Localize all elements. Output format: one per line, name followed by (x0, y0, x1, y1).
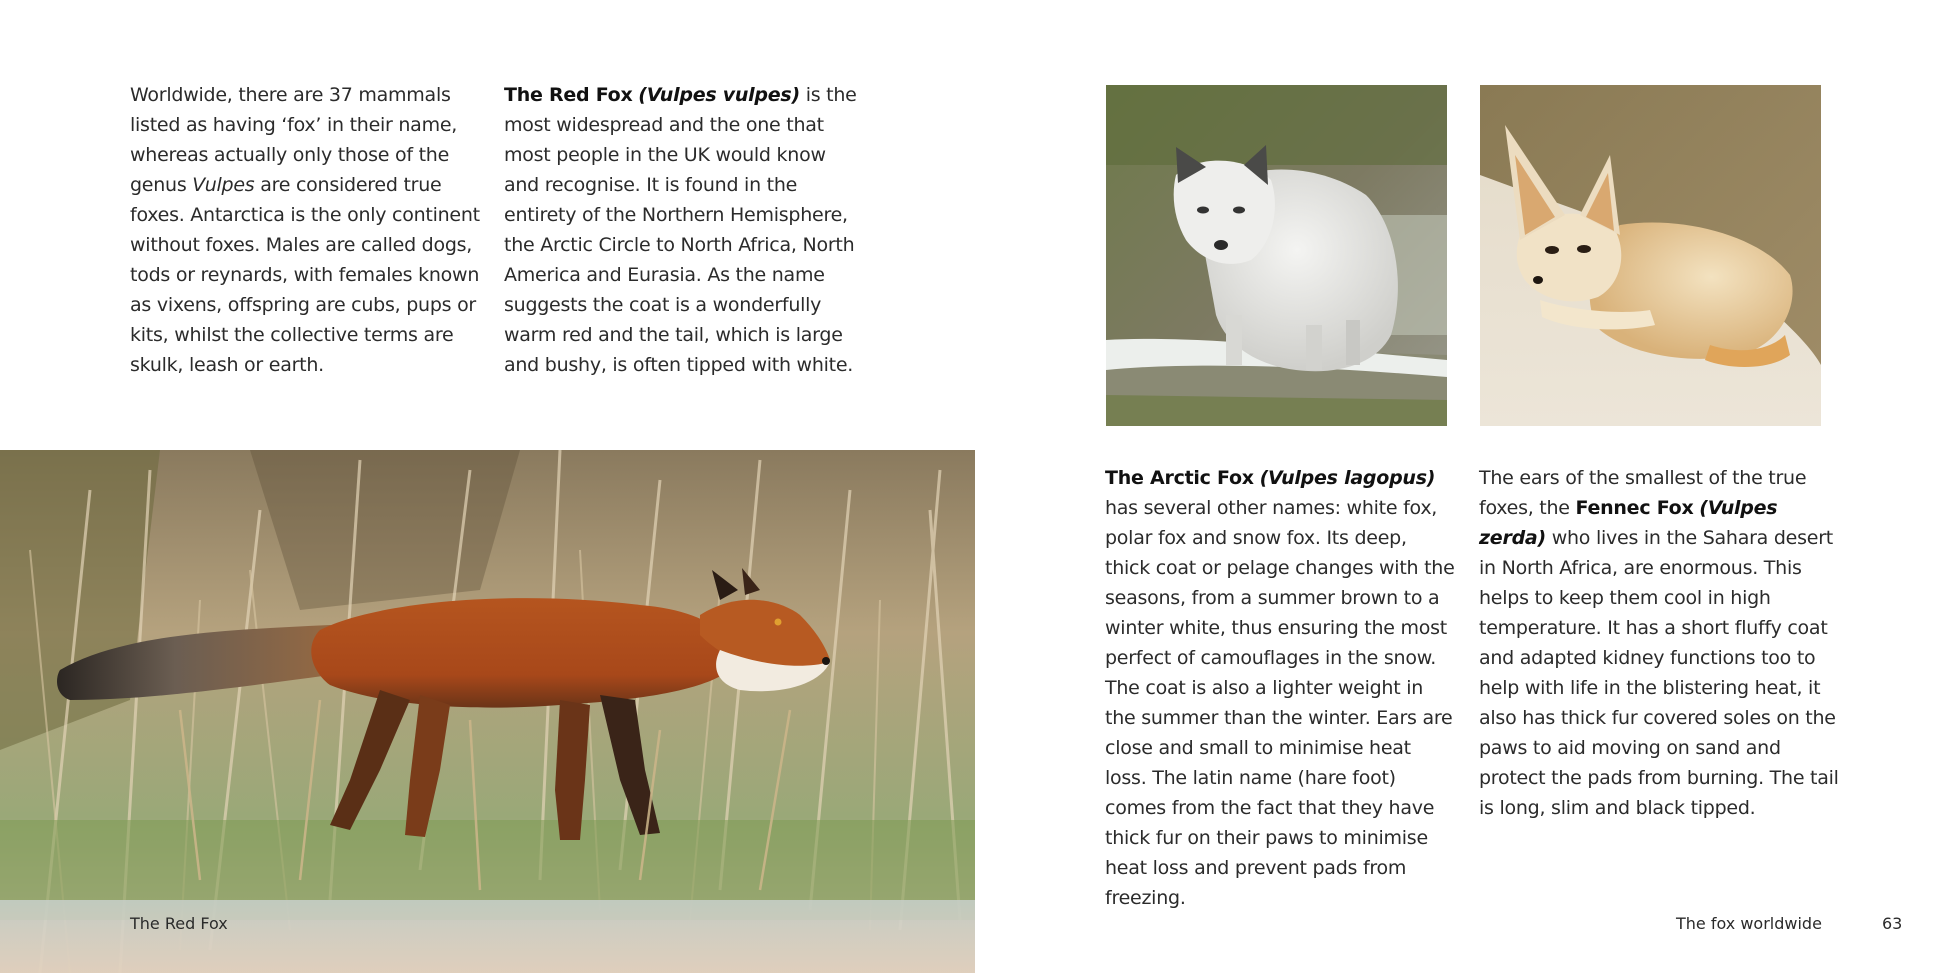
intro-text-end: are considered true foxes. Antarctica is the only continent without foxes. Males are called dogs, tods or reynards, with females known as vixens, offspring are cubs, pups or kits, whilst the collective terms are skulk, leash or earth. (130, 174, 480, 376)
red-fox-paragraph (504, 80, 864, 380)
photo-caption: The Red Fox (130, 914, 228, 933)
running-footer-section: The fox worldwide (1676, 914, 1822, 933)
fennec-fox-paragraph (1479, 463, 1839, 823)
arctic-fox-name: The Arctic Fox (1105, 467, 1254, 489)
red-fox-body: is the most widespread and the one that most people in the UK would know and recognise. It is found in the entirety of the Northern Hemisphere, the Arctic Circle to North Africa, North America and Eurasia. As the name suggests the coat is a wonderfully warm red and the tail, which is large and bushy, is often tipped with white. (504, 84, 857, 376)
intro-text-start: Worldwide, there are 37 mammals listed as having ‘fox’ in their name, whereas actually only those of the genus (130, 84, 458, 196)
red-fox-illustration (0, 450, 975, 973)
genus-name: Vulpes (192, 174, 255, 196)
intro-paragraph (130, 80, 485, 380)
red-fox-photo (0, 450, 975, 973)
arctic-fox-illustration (1106, 85, 1447, 426)
fennec-fox-body: who lives in the Sahara desert in North Africa, are enormous. This helps to keep them cool in high temperature. It has a short fluffy coat and adapted kidney functions too to help with life in the blistering heat, it also has thick fur covered soles on the paws to aid moving on sand and protect the pads from burning. The tail is long, slim and black tipped. (1479, 527, 1839, 819)
fennec-fox-photo (1480, 85, 1821, 426)
arctic-fox-photo (1106, 85, 1447, 426)
arctic-fox-paragraph (1105, 463, 1455, 913)
arctic-fox-latin: (Vulpes lagopus) (1259, 467, 1436, 489)
red-fox-name: The Red Fox (504, 84, 633, 106)
page-number: 63 (1882, 914, 1903, 933)
red-fox-latin: (Vulpes vulpes) (638, 84, 800, 106)
fennec-fox-name: Fennec Fox (1575, 497, 1694, 519)
fennec-fox-intro: The ears of the smallest of the true foxes, the (1479, 467, 1807, 519)
arctic-fox-body: has several other names: white fox, polar fox and snow fox. Its deep, thick coat or pelage changes with the seasons, from a summer brown to a winter white, thus ensuring the most perfect of camouflages in the snow. The coat is also a lighter weight in the summer than the winter. Ears are close and small to minimise heat loss. The latin name (hare foot) comes from the fact that they have thick fur on their paws to minimise heat loss and prevent pads from freezing. (1105, 497, 1455, 909)
fennec-fox-latin: (Vulpes zerda) (1479, 497, 1778, 549)
fennec-fox-illustration (1480, 85, 1821, 426)
